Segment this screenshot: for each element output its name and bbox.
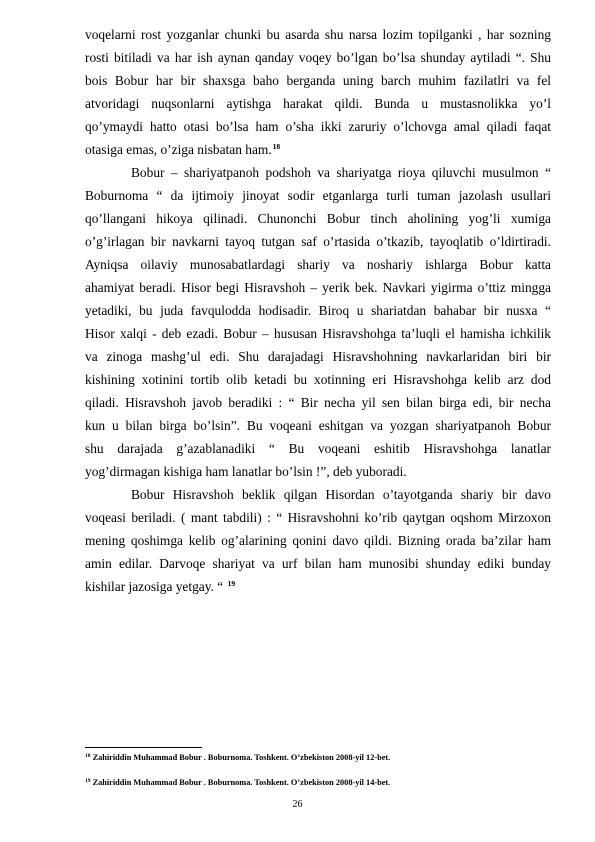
footnote-text: Zahiriddin Muhammad Bobur . Boburnoma. Toshkent. O’zbekiston 2008-yil 12-bet. [92, 753, 391, 762]
text-line: mening qoshimga kelib og’alarining qonini davo qildi. Bizning orada ba’zilar ham [85, 533, 551, 548]
text-line: kishining xotinini tortib olib ketadi bu xotinning eri Hisravshohga kelib arz dod [85, 372, 551, 387]
text-line: yog’dirmagan kishiga ham lanatlar bo’lsin !”, deb yuboradi. [85, 464, 407, 479]
footnote-divider [85, 747, 202, 748]
text-line: voqelarni rost yozganlar chunki bu asarda shu narsa lozim topilganki , har sozning [85, 27, 551, 42]
footnote-text: Zahiriddin Muhammad Bobur . Boburnoma. Toshkent. O’zbekiston 2008-yil 14-bet. [92, 778, 391, 787]
text-line: amin edilar. Darvoqe shariyat va urf bilan ham munosibi shunday ediki bunday [85, 556, 551, 571]
footnote-number: 18 [85, 753, 91, 759]
text-line: qo’llangani hikoya qilinadi. Chunonchi Bobur tinch aholining yog’li xumiga [85, 211, 551, 226]
text-line: shu darajada g’azablanadiki “ Bu voqeani eshitib Hisravshohga lanatlar [85, 441, 551, 456]
text-line: va zinoga mashg’ul edi. Shu darajadagi Hisravshohning navkarlaridan biri bir [85, 349, 551, 364]
text-line-content: kishilar jazosiga yetgay. “ [85, 579, 224, 594]
text-line: kun u bilan birga bo’lsin”. Bu voqeani eshitgan va yozgan shariyatpanoh Bobur [85, 418, 551, 433]
text-line: ahamiyat beradi. Hisor begi Hisravshoh – yerik bek. Navkari yigirma o’ttiz mingga [85, 280, 551, 295]
text-line: Hisor xalqi - deb ezadi. Bobur – hususan Hisravshohga ta’luqli el hamisha ichkilik [85, 326, 551, 341]
footnote [85, 778, 390, 787]
text-line [85, 143, 551, 157]
paragraph-first-line: Bobur – shariyatpanoh podshoh va shariyatga rioya qiluvchi musulmon “ [131, 165, 551, 180]
text-line: qo’ymaydi hatto otasi bo’lsa ham o’sha ikki zaruriy o’lchovga amal qiladi faqat [85, 119, 551, 134]
footnote-ref: 18 [272, 142, 281, 151]
text-line: atvoridagi nuqsonlarni aytishga harakat qildi. Bunda u mustasnolikka yo’l [85, 96, 551, 111]
text-line [85, 580, 551, 594]
text-line: Ayniqsa oilaviy munosabatlardagi shariy va noshariy ishlarga Bobur katta [85, 257, 551, 272]
footnote-ref: 19 [227, 579, 236, 588]
page-number: 26 [292, 799, 303, 810]
text-line: qiladi. Hisravshoh javob beradiki : “ Bir necha yil sen bilan birga edi, bir necha [85, 395, 551, 410]
paragraph-first-line: Bobur Hisravshoh beklik qilgan Hisordan o’tayotganda shariy bir davo [131, 487, 551, 502]
text-line: Boburnoma “ da ijtimoiy jinoyat sodir etganlarga turli tuman jazolash usullari [85, 188, 551, 203]
text-line-content: otasiga emas, o’ziga nisbatan ham. [85, 142, 272, 157]
footnote [85, 753, 390, 762]
text-line: rosti bitiladi va har ish aynan qanday voqey bo’lgan bo’lsa shunday aytiladi “. Shu [85, 50, 551, 65]
footnote-number: 19 [85, 778, 91, 784]
text-line: voqeasi beriladi. ( mant tabdili) : “ Hisravshohni ko’rib qaytgan oqshom Mirzoxon [85, 510, 551, 525]
text-line: yetadiki, bu juda favqulodda hodisadir. Biroq u shariatdan bahabar bir nusxa “ [85, 303, 551, 318]
text-line: bois Bobur har bir shaxsga baho berganda uning barch muhim fazilatlri va fel [85, 73, 551, 88]
text-line: o’g’irlagan bir navkarni tayoq tutgan saf o’rtasida o’tkazib, tayoqlatib o’ldirtiradi. [85, 234, 551, 249]
